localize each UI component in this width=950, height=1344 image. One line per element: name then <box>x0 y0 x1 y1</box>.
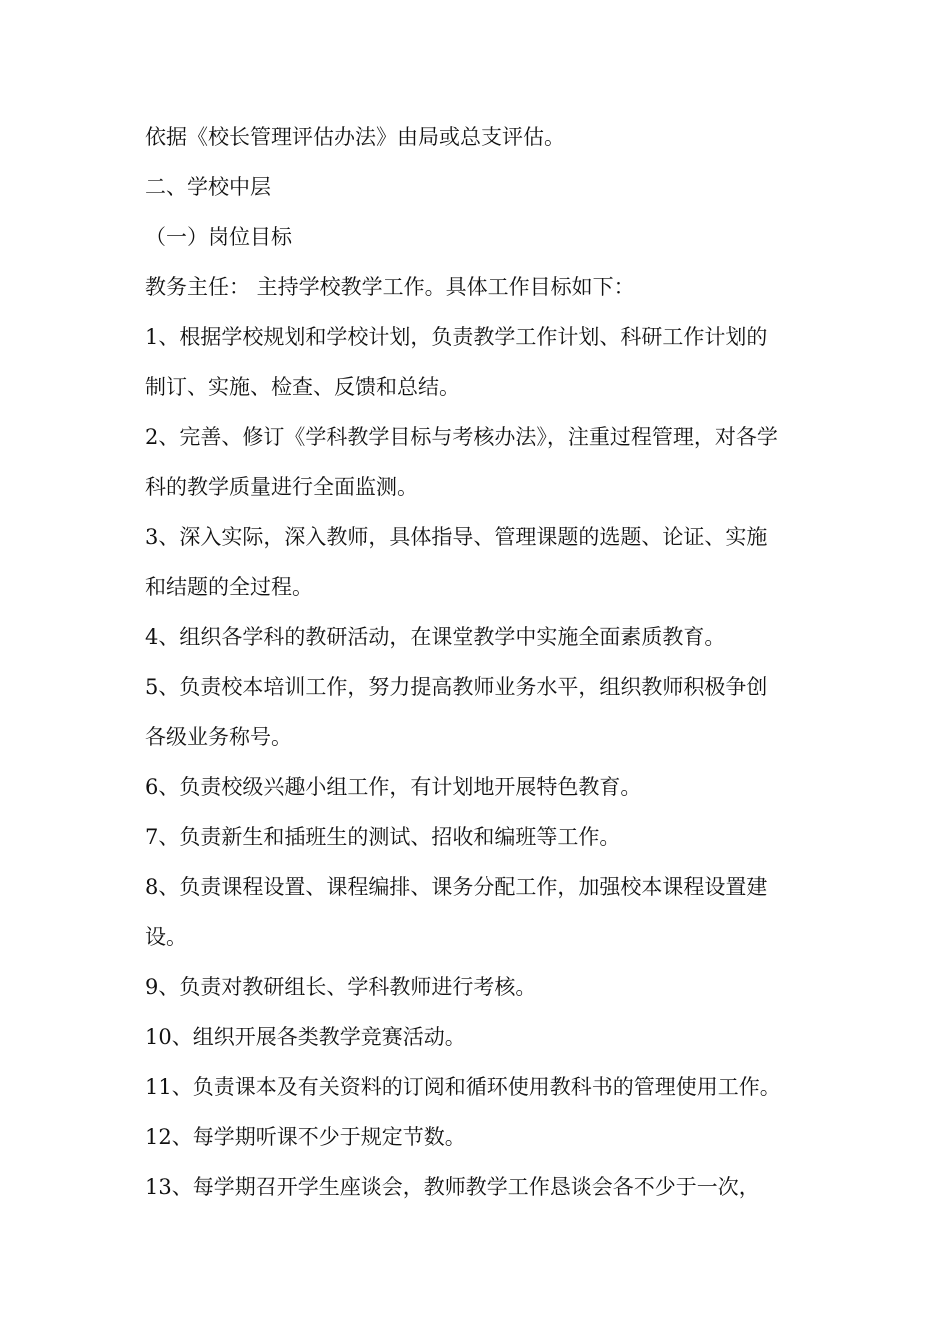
list-item: 3、深入实际，深入教师，具体指导、管理课题的选题、论证、实施 <box>145 525 768 549</box>
text-line: 制订、实施、检查、反馈和总结。 <box>145 375 460 399</box>
list-item: 13、每学期召开学生座谈会，教师教学工作恳谈会各不少于一次， <box>145 1175 760 1199</box>
list-item: 5、负责校本培训工作，努力提高教师业务水平，组织教师积极争创 <box>145 675 768 699</box>
list-item: 1、根据学校规划和学校计划，负责教学工作计划、科研工作计划的 <box>145 325 768 349</box>
list-item: 12、每学期听课不少于规定节数。 <box>145 1125 466 1149</box>
list-item: 8、负责课程设置、课程编排、课务分配工作，加强校本课程设置建 <box>145 875 768 899</box>
section-heading: 二、学校中层 <box>145 175 271 199</box>
list-item: 11、负责课本及有关资料的订阅和循环使用教科书的管理使用工作。 <box>145 1075 781 1099</box>
text-line: 各级业务称号。 <box>145 725 292 749</box>
list-item: 4、组织各学科的教研活动，在课堂教学中实施全面素质教育。 <box>145 625 726 649</box>
list-item: 7、负责新生和插班生的测试、招收和编班等工作。 <box>145 825 621 849</box>
text-line: 依据《校长管理评估办法》由局或总支评估。 <box>145 125 565 149</box>
subsection-heading: （一）岗位目标 <box>145 225 292 249</box>
text-line: 教务主任： 主持学校教学工作。具体工作目标如下： <box>145 275 635 299</box>
text-line: 科的教学质量进行全面监测。 <box>145 475 418 499</box>
list-item: 2、完善、修订《学科教学目标与考核办法》，注重过程管理，对各学 <box>145 425 778 449</box>
list-item: 9、负责对教研组长、学科教师进行考核。 <box>145 975 537 999</box>
text-line: 设。 <box>145 925 187 949</box>
list-item: 10、组织开展各类教学竞赛活动。 <box>145 1025 466 1049</box>
list-item: 6、负责校级兴趣小组工作，有计划地开展特色教育。 <box>145 775 642 799</box>
text-line: 和结题的全过程。 <box>145 575 313 599</box>
